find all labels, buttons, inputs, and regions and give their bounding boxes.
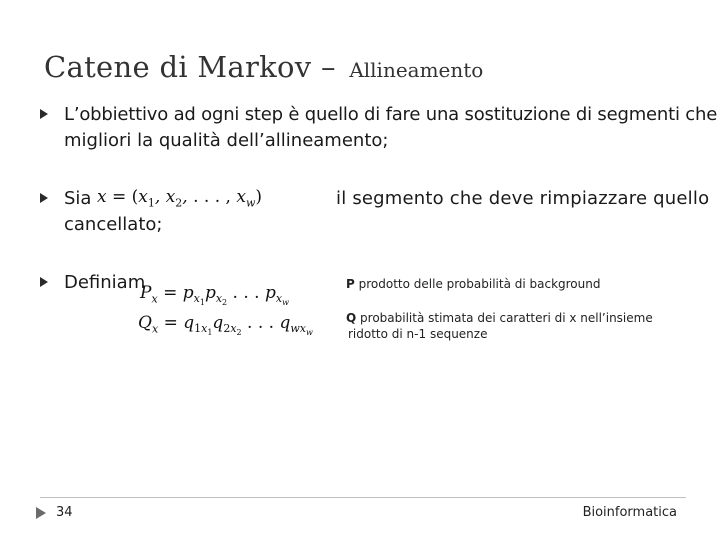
bullet-objective — [40, 102, 718, 154]
formula-p: $P_x = p_{x_1}p_{x_2}$ . . . $p_{x_w}$ — [140, 283, 289, 308]
bullet-lead: Definiam — [64, 272, 146, 293]
footer-course: Bioinformatica — [582, 505, 677, 520]
note-q-text-line1: probabilità stimata dei caratteri di x nell’insieme — [360, 311, 653, 325]
note-q-label: Q — [346, 311, 357, 325]
bullet-triangle-icon — [40, 109, 48, 119]
note-q — [346, 310, 653, 342]
formula-x: $x = (x_1$, $x_2$, . . . , $x_w$) — [97, 187, 262, 210]
bullet-text-line1: L’obbiettivo ad ogni step è quello di fare una sostituzione di segmenti che — [64, 104, 718, 125]
footer-triangle-icon — [36, 507, 46, 519]
footer-divider — [40, 497, 686, 498]
formula-q: $Q_x = q_{1x_1}q_{2x_2}$ . . . $q_{wx_w}$ — [138, 313, 313, 338]
title-subtitle: Allineamento — [349, 58, 484, 82]
bullet-triangle-icon — [40, 193, 48, 203]
page-number: 34 — [56, 505, 73, 520]
title-main: Catene di Markov – — [44, 50, 346, 84]
note-q-text-line2: ridotto di n-1 sequenze — [348, 327, 488, 341]
slide-title — [44, 50, 483, 84]
note-p — [346, 276, 600, 292]
bullet-text-line2: cancellato; — [64, 214, 163, 235]
bullet-text-tail: il segmento che deve rimpiazzare quello — [336, 188, 710, 209]
bullet-lead: Sia — [64, 188, 92, 209]
bullet-triangle-icon — [40, 277, 48, 287]
bullet-text-line2: migliori la qualità dell’allineamento; — [64, 130, 389, 151]
note-p-text: prodotto delle probabilità di background — [358, 277, 601, 291]
note-p-label: P — [346, 277, 355, 291]
